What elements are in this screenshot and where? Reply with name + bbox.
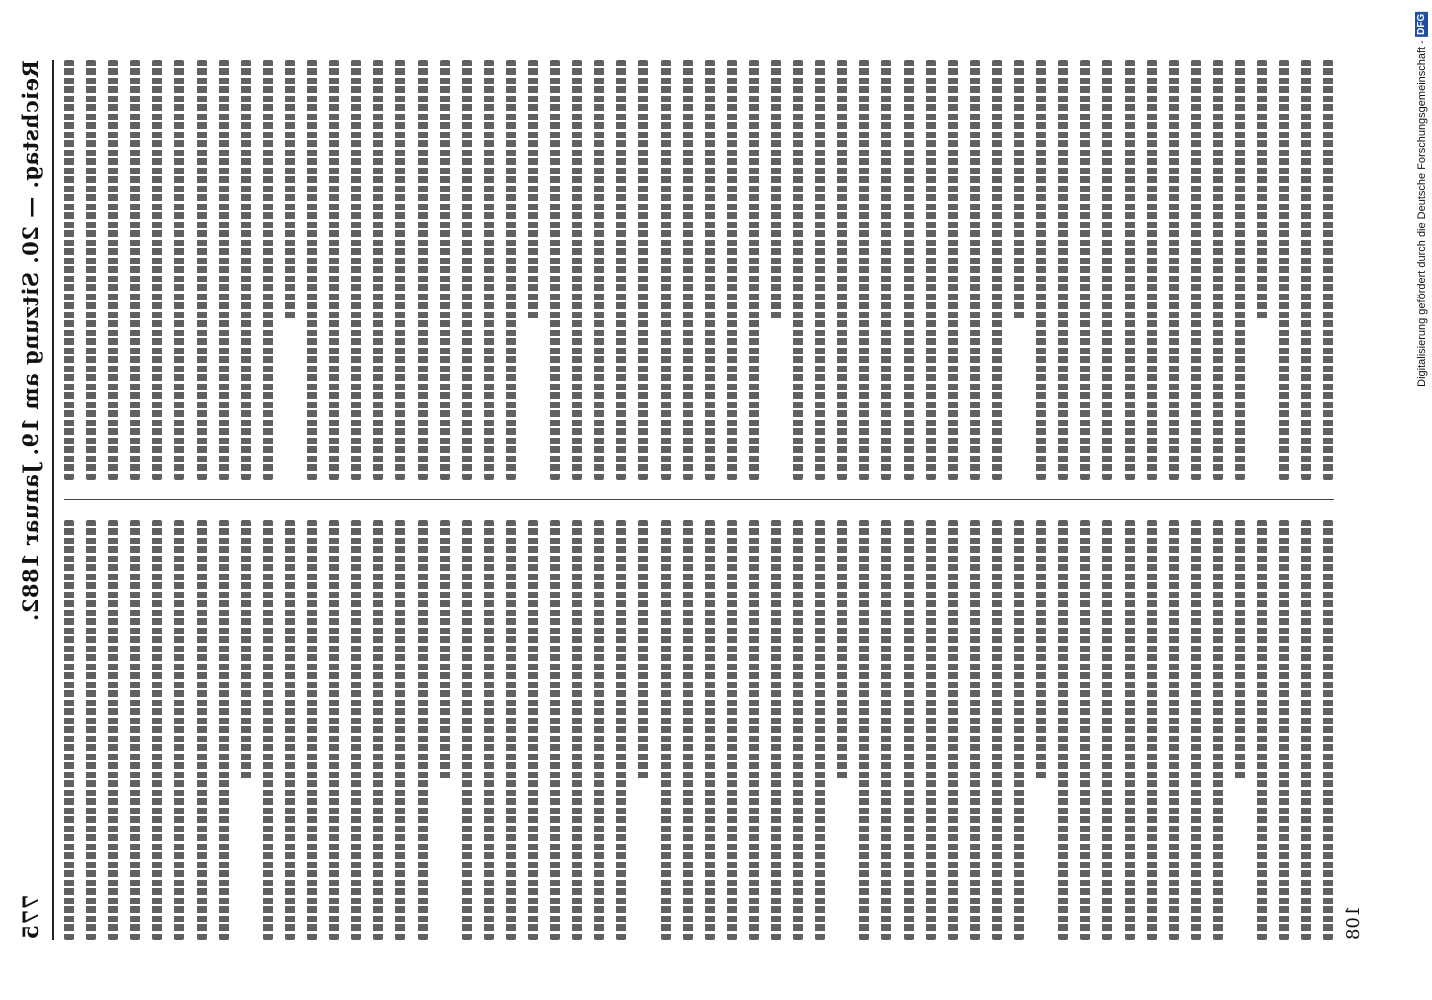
text-line <box>285 520 295 940</box>
text-line <box>351 60 361 480</box>
text-line <box>661 60 671 480</box>
text-line <box>528 60 538 320</box>
text-line <box>926 60 936 480</box>
text-line <box>152 520 162 940</box>
text-line <box>837 520 847 780</box>
text-line <box>859 520 869 940</box>
text-line <box>550 520 560 940</box>
text-line <box>130 520 140 940</box>
text-line <box>705 60 715 480</box>
text-line <box>462 520 472 940</box>
text-line <box>616 520 626 940</box>
text-line <box>219 60 229 480</box>
text-line <box>1323 60 1333 480</box>
page-number: 775 <box>18 894 43 940</box>
text-line <box>1213 60 1223 480</box>
text-line <box>1191 60 1201 480</box>
text-line <box>837 60 847 480</box>
text-line <box>1257 60 1267 320</box>
text-line <box>881 520 891 940</box>
text-line <box>64 60 74 480</box>
text-line <box>64 520 74 940</box>
text-line <box>793 520 803 940</box>
text-line <box>1323 520 1333 940</box>
text-line <box>197 520 207 940</box>
text-line <box>418 60 428 480</box>
text-line <box>572 520 582 940</box>
text-line <box>771 60 781 320</box>
text-line <box>1036 520 1046 780</box>
text-line <box>1125 520 1135 940</box>
text-line <box>373 60 383 480</box>
text-line <box>572 60 582 480</box>
text-line <box>418 520 428 940</box>
text-line <box>594 60 604 480</box>
text-line <box>1102 60 1112 480</box>
text-line <box>550 60 560 480</box>
text-line <box>1080 60 1090 480</box>
text-line <box>395 520 405 940</box>
text-line <box>815 60 825 480</box>
text-line <box>86 520 96 940</box>
text-line <box>1125 60 1135 480</box>
text-line <box>440 520 450 780</box>
text-line <box>1147 60 1157 480</box>
text-line <box>197 60 207 480</box>
column-divider <box>64 499 1334 500</box>
text-line <box>749 60 759 480</box>
sheet-number: 108 <box>1343 905 1364 940</box>
text-line <box>174 60 184 480</box>
text-line <box>881 60 891 480</box>
rotated-page <box>0 30 1380 970</box>
text-line <box>506 60 516 480</box>
text-line <box>749 520 759 940</box>
text-line <box>771 520 781 940</box>
page-content <box>0 30 1380 970</box>
text-line <box>727 520 737 940</box>
text-line <box>241 60 251 480</box>
running-head <box>18 60 46 940</box>
text-line <box>1014 60 1024 320</box>
text-line <box>440 60 450 480</box>
text-line <box>219 520 229 940</box>
text-line <box>1058 520 1068 940</box>
dfg-logo: DFG <box>1416 14 1427 36</box>
digitization-note: Digitalisierung gefördert durch die Deutsche Forschungsgemeinschaft - <box>1416 40 1428 387</box>
text-line <box>970 520 980 940</box>
text-line <box>638 520 648 780</box>
text-line <box>285 60 295 320</box>
text-line <box>1301 60 1311 480</box>
text-line <box>462 60 472 480</box>
text-line <box>948 60 958 480</box>
text-line <box>108 60 118 480</box>
text-column-left <box>64 60 1334 480</box>
digitization-credit <box>1415 12 1428 387</box>
text-line <box>815 520 825 940</box>
text-line <box>638 60 648 480</box>
text-line <box>130 60 140 480</box>
text-line <box>1257 520 1267 940</box>
text-line <box>1191 520 1201 940</box>
text-line <box>1080 520 1090 940</box>
text-line <box>174 520 184 940</box>
text-line <box>1213 520 1223 940</box>
text-line <box>661 520 671 940</box>
text-line <box>1014 520 1024 940</box>
text-line <box>506 520 516 940</box>
text-line <box>594 520 604 940</box>
text-line <box>1169 520 1179 940</box>
text-line <box>616 60 626 480</box>
text-line <box>926 520 936 940</box>
text-line <box>1169 60 1179 480</box>
text-line <box>329 520 339 940</box>
text-line <box>307 520 317 940</box>
text-line <box>241 520 251 780</box>
text-line <box>1058 60 1068 480</box>
text-line <box>992 520 1002 940</box>
text-line <box>859 60 869 480</box>
text-line <box>329 60 339 480</box>
text-line <box>307 60 317 480</box>
text-line <box>395 60 405 480</box>
text-line <box>793 60 803 480</box>
text-line <box>86 60 96 480</box>
text-line <box>1147 520 1157 940</box>
text-line <box>373 520 383 940</box>
text-line <box>970 60 980 480</box>
text-column-right <box>64 520 1334 940</box>
text-line <box>904 60 914 480</box>
text-line <box>683 60 693 480</box>
session-title: Reichstag. — 20. Sitzung am 19. Januar 1882. <box>18 60 43 622</box>
text-line <box>351 520 361 940</box>
text-line <box>484 520 494 940</box>
text-line <box>1279 60 1289 480</box>
text-line <box>263 520 273 940</box>
text-line <box>683 520 693 940</box>
header-rule <box>52 60 54 940</box>
text-line <box>152 60 162 480</box>
text-line <box>263 60 273 480</box>
text-line <box>705 520 715 940</box>
text-line <box>1036 60 1046 480</box>
text-line <box>1279 520 1289 940</box>
text-line <box>1235 520 1245 780</box>
text-line <box>1235 60 1245 480</box>
text-line <box>108 520 118 940</box>
text-line <box>904 520 914 940</box>
text-line <box>528 520 538 940</box>
text-line <box>948 520 958 940</box>
text-line <box>992 60 1002 480</box>
text-line <box>484 60 494 480</box>
text-line <box>1301 520 1311 940</box>
text-line <box>727 60 737 480</box>
text-line <box>1102 520 1112 940</box>
